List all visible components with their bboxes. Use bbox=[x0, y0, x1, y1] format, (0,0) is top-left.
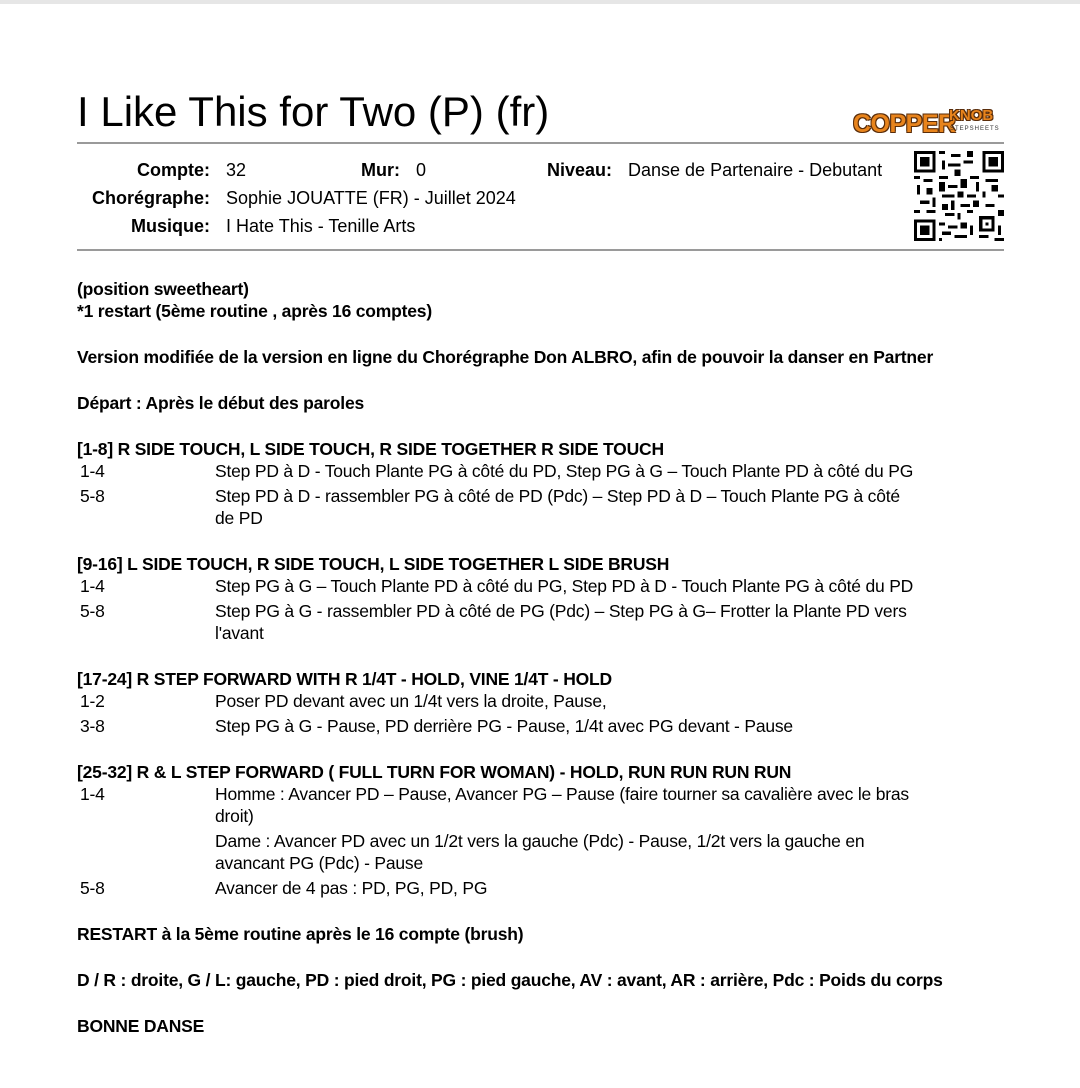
step-count: 5-8 bbox=[80, 878, 105, 898]
step-row bbox=[77, 485, 1007, 529]
meta-mur bbox=[330, 159, 426, 181]
step-desc: Step PG à G - Pause, PD derrière PG - Pause, 1/4t avec PG devant - Pause bbox=[215, 716, 793, 736]
compte-label: Compte: bbox=[137, 160, 210, 180]
abbreviation-legend: D / R : droite, G / L: gauche, PD : pied droit, PG : pied gauche, AV : avant, AR : arrière, Pdc : Poids du corps bbox=[77, 970, 943, 990]
mur-label: Mur: bbox=[361, 160, 400, 180]
step-desc: Step PG à G - rassembler PD à côté de PG (Pdc) – Step PG à G– Frotter la Plante PD vers l'avant bbox=[215, 601, 907, 643]
closing-text: BONNE DANSE bbox=[77, 1016, 205, 1036]
section-title: [1-8] R SIDE TOUCH, L SIDE TOUCH, R SIDE TOGETHER R SIDE TOUCH bbox=[77, 439, 664, 459]
step-desc: Step PD à D - rassembler PG à côté de PD (Pdc) – Step PD à D – Touch Plante PG à côté de PD bbox=[215, 486, 900, 528]
meta-compte bbox=[77, 159, 246, 181]
header-divider-top bbox=[77, 142, 1004, 144]
niveau-value: Danse de Partenaire - Debutant bbox=[628, 160, 883, 180]
step-desc: Step PG à G – Touch Plante PD à côté du PG, Step PD à D - Touch Plante PG à côté du PD bbox=[215, 576, 914, 596]
step-desc: Dame : Avancer PD avec un 1/2t vers la gauche (Pdc) - Pause, 1/2t vers la gauche en avancant PG (Pdc) - Pause bbox=[215, 831, 865, 873]
header-divider-bottom bbox=[77, 249, 1004, 251]
step-count: 3-8 bbox=[80, 716, 105, 736]
meta-musique bbox=[77, 215, 415, 237]
musique-label: Musique: bbox=[131, 216, 210, 236]
step-row bbox=[77, 460, 1007, 482]
choregraphe-value: Sophie JOUATTE (FR) - Juillet 2024 bbox=[226, 188, 516, 208]
copperknob-logo[interactable] bbox=[853, 108, 1005, 138]
step-row bbox=[77, 877, 1007, 899]
logo-main-text: COPPER bbox=[853, 110, 956, 138]
step-desc: Poser PD devant avec un 1/4t vers la droite, Pause, bbox=[215, 691, 607, 711]
step-desc: Avancer de 4 pas : PD, PG, PD, PG bbox=[215, 878, 488, 898]
mur-value: 0 bbox=[416, 160, 427, 180]
version-note: Version modifiée de la version en ligne du Chorégraphe Don ALBRO, afin de pouvoir la danser en Partner bbox=[77, 347, 934, 367]
compte-value: 32 bbox=[226, 160, 247, 180]
section-9-16 bbox=[77, 553, 1007, 644]
step-count bbox=[77, 830, 215, 874]
meta-choregraphe bbox=[77, 187, 516, 209]
section-17-24 bbox=[77, 668, 1007, 737]
restart-note: *1 restart (5ème routine , après 16 comptes) bbox=[77, 301, 432, 321]
logo-sub-text: KNOB bbox=[949, 107, 994, 124]
step-count: 5-8 bbox=[80, 601, 105, 621]
section-title: [17-24] R STEP FORWARD WITH R 1/4T - HOLD, VINE 1/4T - HOLD bbox=[77, 669, 612, 689]
qr-code[interactable] bbox=[914, 151, 1004, 241]
depart-note: Départ : Après le début des paroles bbox=[77, 393, 365, 413]
step-desc: Homme : Avancer PD – Pause, Avancer PG – Pause (faire tourner sa cavalière avec le bras droit) bbox=[215, 784, 909, 826]
step-row bbox=[77, 575, 1007, 597]
step-count: 1-4 bbox=[80, 784, 105, 804]
logo-tagline: STEPSHEETS bbox=[950, 126, 1000, 132]
step-row bbox=[77, 600, 1007, 644]
step-row bbox=[77, 690, 1007, 712]
section-title: [9-16] L SIDE TOUCH, R SIDE TOUCH, L SIDE TOGETHER L SIDE BRUSH bbox=[77, 554, 670, 574]
top-border bbox=[0, 0, 1080, 4]
stepsheet-body bbox=[77, 278, 1007, 1037]
step-desc: Step PD à D - Touch Plante PG à côté du PD, Step PG à G – Touch Plante PD à côté du PG bbox=[215, 461, 914, 481]
niveau-label: Niveau: bbox=[546, 160, 612, 180]
step-row bbox=[77, 830, 1007, 874]
restart-instruction: RESTART à la 5ème routine après le 16 compte (brush) bbox=[77, 924, 524, 944]
step-count: 5-8 bbox=[80, 486, 105, 506]
step-count: 1-4 bbox=[80, 461, 105, 481]
position-note: (position sweetheart) bbox=[77, 279, 249, 299]
section-25-32 bbox=[77, 761, 1007, 899]
musique-value: I Hate This - Tenille Arts bbox=[226, 216, 416, 236]
step-count: 1-2 bbox=[80, 691, 105, 711]
step-row bbox=[77, 783, 1007, 827]
choregraphe-label: Chorégraphe: bbox=[91, 188, 210, 208]
section-1-8 bbox=[77, 438, 1007, 529]
section-title: [25-32] R & L STEP FORWARD ( FULL TURN FOR WOMAN) - HOLD, RUN RUN RUN RUN bbox=[77, 762, 792, 782]
step-row bbox=[77, 715, 1007, 737]
step-count: 1-4 bbox=[80, 576, 105, 596]
page-title: I Like This for Two (P) (fr) bbox=[77, 88, 550, 135]
meta-niveau bbox=[530, 159, 882, 181]
